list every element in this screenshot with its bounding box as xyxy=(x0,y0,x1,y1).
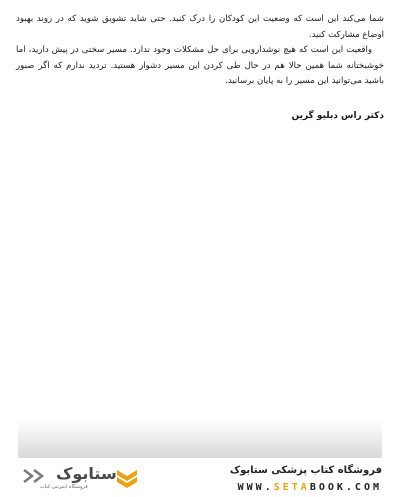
body-text xyxy=(16,12,384,90)
store-name: فروشگاه کتاب پزشکی ستابوک xyxy=(229,465,382,476)
url-suffix: BOOK.COM xyxy=(309,482,382,493)
url-accent: SETA xyxy=(273,482,310,493)
url-prefix: WWW. xyxy=(237,482,274,493)
store-logo[interactable] xyxy=(20,462,170,494)
store-url[interactable] xyxy=(238,482,382,493)
logo-tagline: فروشگاه اینترنتی کتاب xyxy=(40,484,88,490)
store-footer xyxy=(0,458,400,497)
paragraph-2: واقعیت این است که هیچ نوشدارویی برای حل مشکلات وجود ندارد. مسیر سختی در پیش دارید، اما خوشبختانه شما همین حالا هم در حال طی کردن این مسیر دشوار هستید. تردید ندارم که اگر صبور باشید می‌توانید این مسیر را به پایان برسانید. xyxy=(16,45,384,86)
page-bottom-shadow xyxy=(18,420,382,458)
logo-brand-text: ستابوک xyxy=(56,464,117,483)
author-signature: دکتر راس دبلیو گرین xyxy=(291,111,384,121)
book-chevron-icon xyxy=(115,466,139,490)
double-chevron-icon xyxy=(22,468,50,484)
paragraph-1: شما می‌کند این است که وضعیت این کودکان را درک کنید. حتی شاید تشویق شوید که در روند بهبود اوضاع مشارکت کنید. xyxy=(16,14,384,40)
